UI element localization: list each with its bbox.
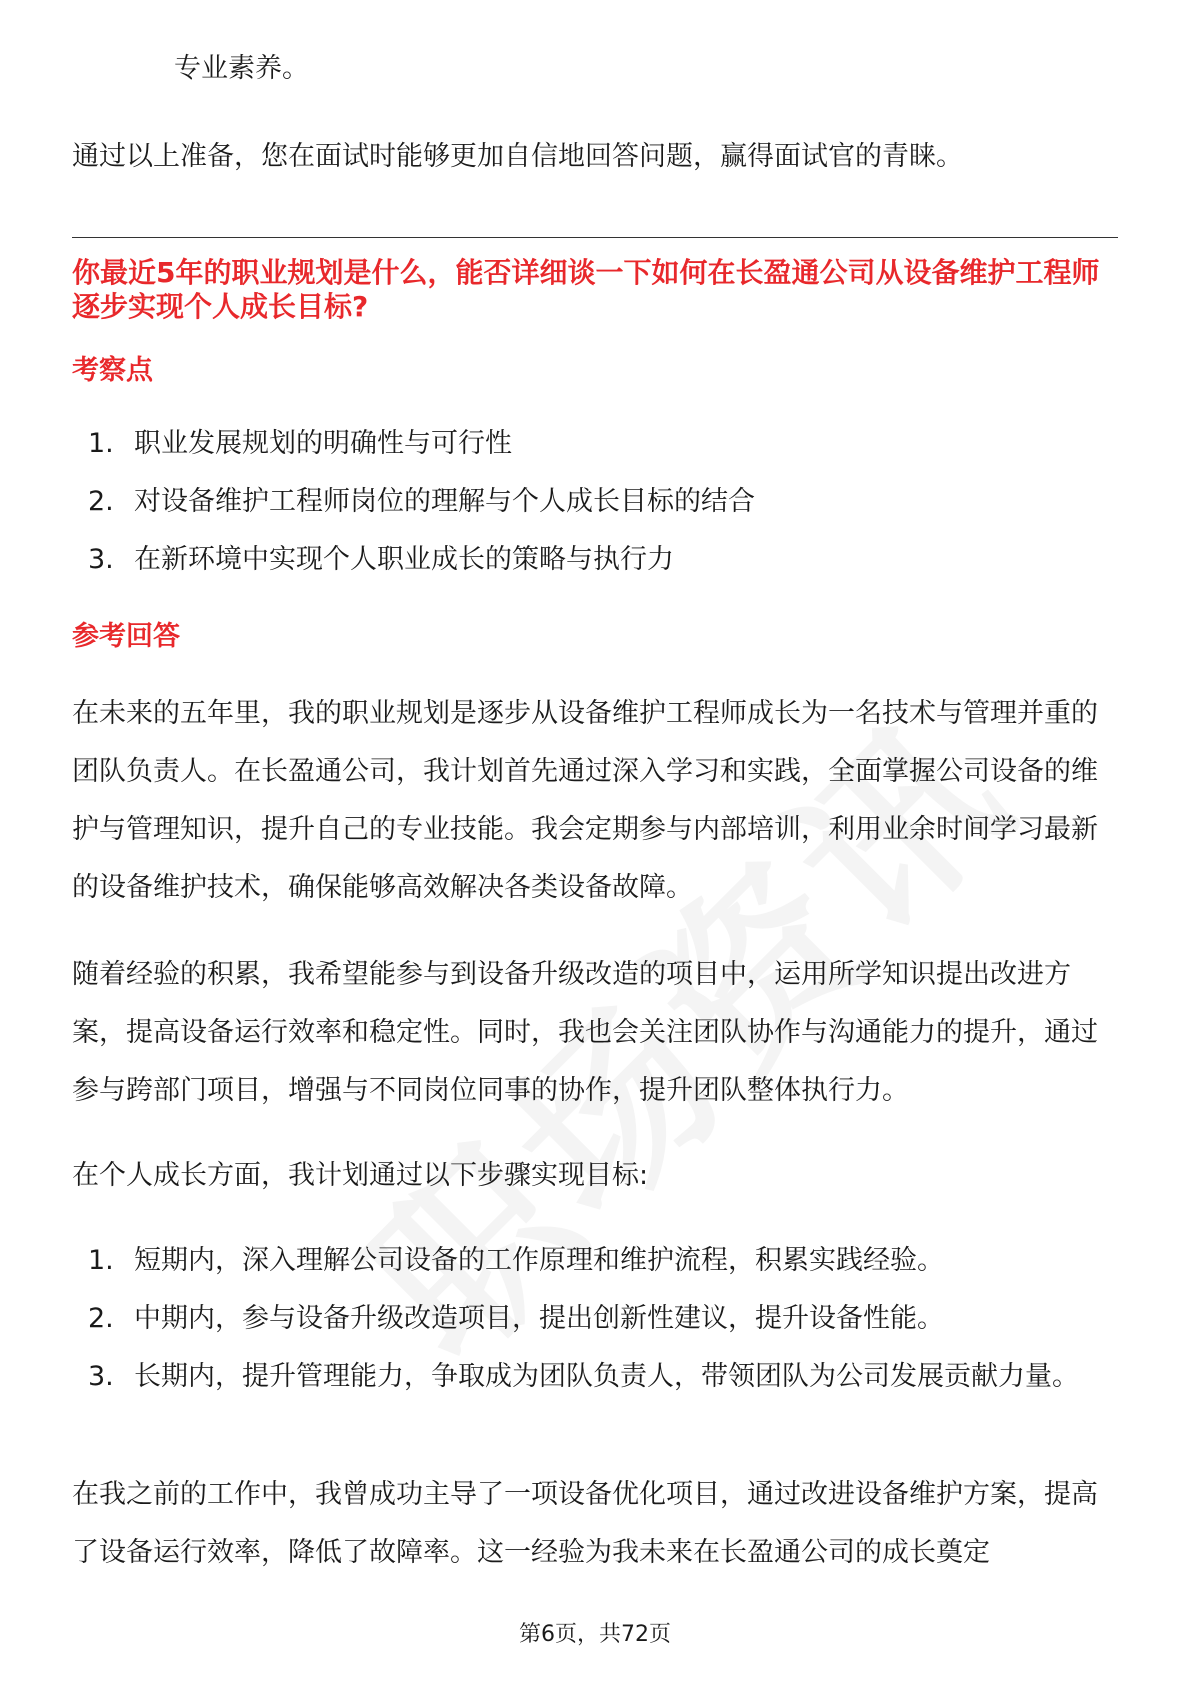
list-item-text: 职业发展规划的明确性与可行性: [134, 428, 512, 459]
list-item: [72, 1348, 1122, 1406]
list-item-number: 2.: [88, 486, 114, 517]
list-item-text: 对设备维护工程师岗位的理解与个人成长目标的结合: [134, 486, 755, 517]
continuation-list-item: 专业素养。: [174, 53, 309, 84]
list-item-text: 中期内，参与设备升级改造项目，提出创新性建议，提升设备性能。: [134, 1303, 944, 1334]
list-item: [72, 473, 1122, 531]
page-footer: 第6页，共72页: [519, 1622, 671, 1647]
list-item-number: 3.: [88, 1361, 114, 1392]
question-heading: 你最近5年的职业规划是什么，能否详细谈一下如何在长盈通公司从设备维护工程师逐步实现个人成长目标?: [72, 256, 1100, 323]
answer-paragraph-4: 在我之前的工作中，我曾成功主导了一项设备优化项目，通过改进设备维护方案，提高了设备运行效率，降低了故障率。这一经验为我未来在长盈通公司的成长奠定: [72, 1479, 1098, 1568]
list-item-number: 1.: [88, 1245, 114, 1276]
list-item-text: 在新环境中实现个人职业成长的策略与执行力: [134, 544, 674, 575]
assessment-list: [72, 415, 1122, 589]
answer-paragraph-3: 在个人成长方面，我计划通过以下步骤实现目标:: [72, 1160, 649, 1191]
closing-paragraph: 通过以上准备，您在面试时能够更加自信地回答问题，赢得面试官的青睐。: [72, 141, 963, 172]
answer-paragraph-1: 在未来的五年里，我的职业规划是逐步从设备维护工程师成长为一名技术与管理并重的团队负责人。在长盈通公司，我计划首先通过深入学习和实践，全面掌握公司设备的维护与管理知识，提升自己的专业技能。我会定期参与内部培训，利用业余时间学习最新的设备维护技术，确保能够高效解决各类设备故障。: [72, 698, 1098, 903]
list-item: [72, 531, 1122, 589]
answer-heading: 参考回答: [72, 621, 180, 652]
list-item: [72, 1232, 1122, 1290]
list-item-number: 2.: [88, 1303, 114, 1334]
list-item: [72, 415, 1122, 473]
section-divider: [72, 237, 1118, 238]
list-item-text: 短期内，深入理解公司设备的工作原理和维护流程，积累实践经验。: [134, 1245, 944, 1276]
list-item-text: 长期内，提升管理能力，争取成为团队负责人，带领团队为公司发展贡献力量。: [134, 1361, 1079, 1392]
list-item-number: 3.: [88, 544, 114, 575]
assessment-heading: 考察点: [72, 355, 153, 386]
answer-paragraph-2: 随着经验的积累，我希望能参与到设备升级改造的项目中，运用所学知识提出改进方案，提高设备运行效率和稳定性。同时，我也会关注团队协作与沟通能力的提升，通过参与跨部门项目，增强与不同岗位同事的协作，提升团队整体执行力。: [72, 959, 1098, 1106]
list-item: [72, 1290, 1122, 1348]
list-item-number: 1.: [88, 428, 114, 459]
steps-list: [72, 1232, 1122, 1406]
